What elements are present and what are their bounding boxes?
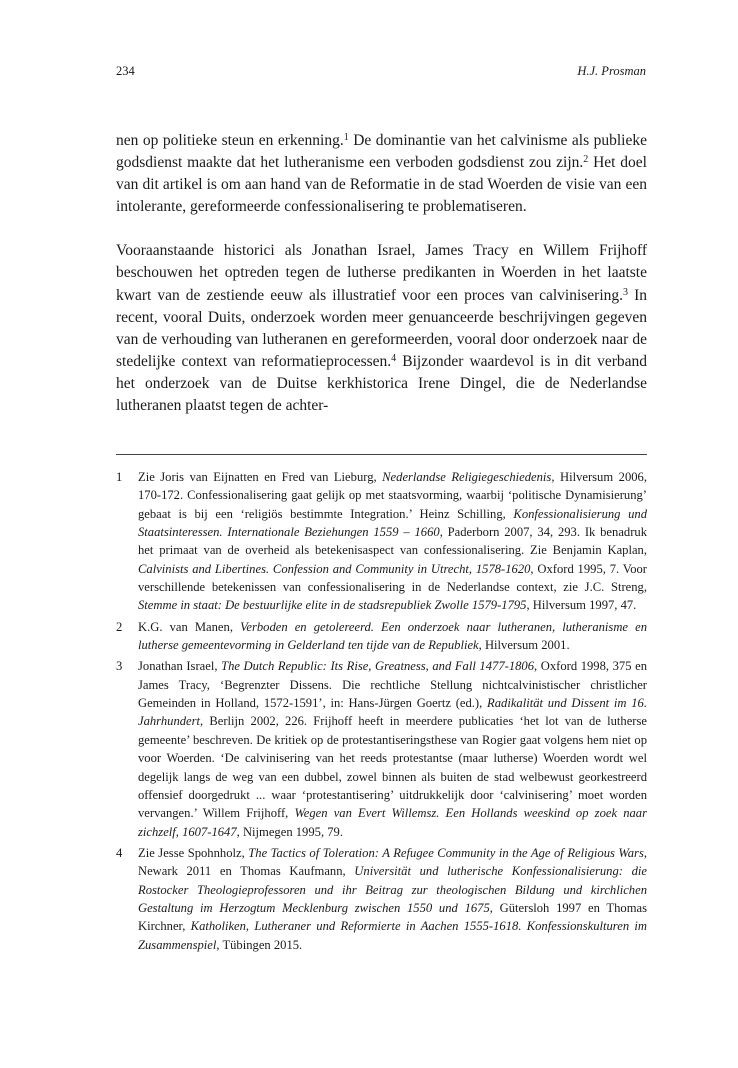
footnote-number: 4 bbox=[116, 845, 123, 860]
italic-title: Radikalität und Dissent im 16. Jahrhundert bbox=[138, 696, 647, 729]
footnote-ref[interactable]: 1 bbox=[343, 132, 349, 143]
text-run: Vooraanstaande historici als Jonathan Israel, James Tracy en Willem Frijhoff beschouwen het optreden tegen de lutherse predikanten in Woerden in het laatste kwart van de zestiende eeuw als illustratief voor een proces van calvinisering. bbox=[116, 242, 647, 304]
italic-title: Stemme in staat: De bestuurlijke elite in de stadsrepubliek Zwolle 1579-1795 bbox=[138, 598, 527, 613]
footnote bbox=[116, 657, 647, 840]
text-run: , Gütersloh 1997 en Thomas Kirchner, bbox=[138, 900, 647, 934]
footnote bbox=[116, 844, 647, 954]
footnote-text bbox=[138, 657, 647, 840]
italic-title: Wegen van Evert Willemsz. Een Hollands weeskind op zoek naar zichzelf, 1607-1647 bbox=[138, 806, 648, 839]
text-run: , Hilversum 2006, 170-172. Confessionalisering gaat gelijk op met staatsvorming, waarbij ‘politische Dynamisierung’ gebaat is bij een ‘religiös bestimmte Integration.’ Heinz Schilling, bbox=[138, 470, 647, 521]
main-text bbox=[116, 130, 647, 417]
text-run: , Berlijn 2002, 226. Frijhoff heeft in meerdere publicaties ‘het lot van de lutherse gemeente’ beschreven. De kritiek op de protestantiseringsthese van Rogier gaat volgens hem niet op voor Woerden. ‘De calvinisering van het reeds protestantse (maar lutherse) Woerden wordt wel degelijk langs de weg van een dubbel, zowel binnen als buiten de stad welbewust georkestreerd offensief doorgedrukt ... waar ‘protestantisering’ uitdrukkelijk door ‘calvinisering’ moet worden vervangen.’ Willem Frijhoff, bbox=[138, 714, 647, 821]
footnote-ref[interactable]: 2 bbox=[583, 154, 589, 166]
text-run: , Oxford 1998, 375 en James Tracy, ‘Begrenzter Dissens. Die rechtliche Stellung nichtcalvinistischer christlicher Gemeinden in Holland, 1572-1591’, in: Hans-Jürgen Goertz (ed.), bbox=[138, 659, 647, 711]
footnote-separator bbox=[116, 454, 647, 455]
italic-title: Konfessionalisierung und Staatsinteressen. Internationale Beziehungen 1559 – 1660 bbox=[138, 506, 647, 540]
footnote-number: 2 bbox=[116, 619, 123, 634]
italic-title: Calvinists and Libertines. Confession and Community in Utrecht, 1578-1620 bbox=[138, 561, 531, 576]
text-run: Het doel van dit artikel is om aan hand van de Reformatie in de stad Woerden de visie van een intolerante, gereformeerde confessionalisering te problematiseren. bbox=[116, 154, 647, 216]
text-run: In recent, vooral Duits, onderzoek worden meer genuanceerde beschrijvingen gegeven van de verhouding van lutheranen en gereformeerden, vooral door onderzoek naar de stedelijke context van reformatieprocessen. bbox=[116, 286, 647, 370]
text-run: Zie Jesse Spohnholz, bbox=[138, 845, 249, 860]
italic-title: Katholiken, Lutheraner und Reformierte in Aachen 1555-1618. Konfessionskulturen im Zusammenspiel bbox=[138, 919, 647, 952]
text-run: , Nijmegen 1995, 79. bbox=[236, 824, 343, 839]
footnote-ref[interactable]: 3 bbox=[623, 286, 629, 298]
text-run: , Hilversum 1997, 47. bbox=[526, 598, 637, 613]
footnote bbox=[116, 618, 647, 655]
text-run: , Tübingen 2015. bbox=[216, 937, 303, 952]
text-run: Bijzonder waardevol is in dit verband het onderzoek van de Duitse kerkhistorica Irene Dingel, die de Nederlandse lutheranen plaatst tegen de achter- bbox=[116, 352, 647, 415]
text-run: nen op politieke steun en erkenning. bbox=[116, 132, 344, 149]
text-run: , Hilversum 2001. bbox=[478, 638, 570, 653]
footnote-text bbox=[138, 618, 647, 655]
text-run: , Paderborn 2007, 34, 293. Ik benadruk het primaat van de overheid als betekenisaspect van confessionalisering. Zie Benjamin Kaplan, bbox=[138, 525, 647, 558]
italic-title: Universität und lutherische Konfessionalisierung: die Rostocker Theologieprofessoren und ihr Beitrag zur theologischen Bildung und kirchlichen Gestaltung im Herzogtum Mecklenburg zwischen 1550 und 1675 bbox=[138, 864, 647, 915]
italic-title: The Dutch Republic: Its Rise, Greatness, and Fall 1477-1806 bbox=[221, 659, 535, 674]
running-head-author: H.J. Prosman bbox=[577, 64, 646, 78]
text-run: , Newark 2011 en Thomas Kaufmann, bbox=[138, 845, 647, 879]
text-run: De dominantie van het calvinisme als publieke godsdienst maakte dat het lutheranisme een verboden godsdienst zou zijn. bbox=[116, 132, 647, 172]
footnote-number: 3 bbox=[116, 659, 123, 674]
italic-title: The Tactics of Toleration: A Refugee Community in the Age of Religious Wars bbox=[248, 845, 644, 860]
text-run: , Oxford 1995, 7. Voor verschillende betekenissen van confessionalisering in de Nederlandse context, zie J.C. Streng, bbox=[138, 561, 647, 595]
footnote-ref[interactable]: 4 bbox=[391, 352, 397, 364]
footnotes bbox=[116, 468, 647, 957]
footnote bbox=[116, 468, 647, 615]
text-run: Zie Joris van Eijnatten en Fred van Lieburg, bbox=[138, 470, 383, 484]
footnote-text bbox=[138, 468, 647, 615]
italic-title: Verboden en getolereerd. Een onderzoek naar lutheranen, lutheranisme en lutherse gemeentevorming in Gelderland ten tijde van de Republiek bbox=[138, 619, 647, 653]
text-run: Jonathan Israel, bbox=[138, 659, 222, 674]
text-run: K.G. van Manen, bbox=[138, 619, 241, 634]
page-number: 234 bbox=[116, 64, 135, 78]
footnote-number: 1 bbox=[116, 470, 123, 484]
footnote-text bbox=[138, 844, 647, 954]
paragraph bbox=[116, 130, 647, 218]
running-header bbox=[116, 63, 646, 79]
italic-title: Nederlandse Religiegeschiedenis bbox=[382, 470, 552, 484]
paragraph bbox=[116, 240, 647, 417]
